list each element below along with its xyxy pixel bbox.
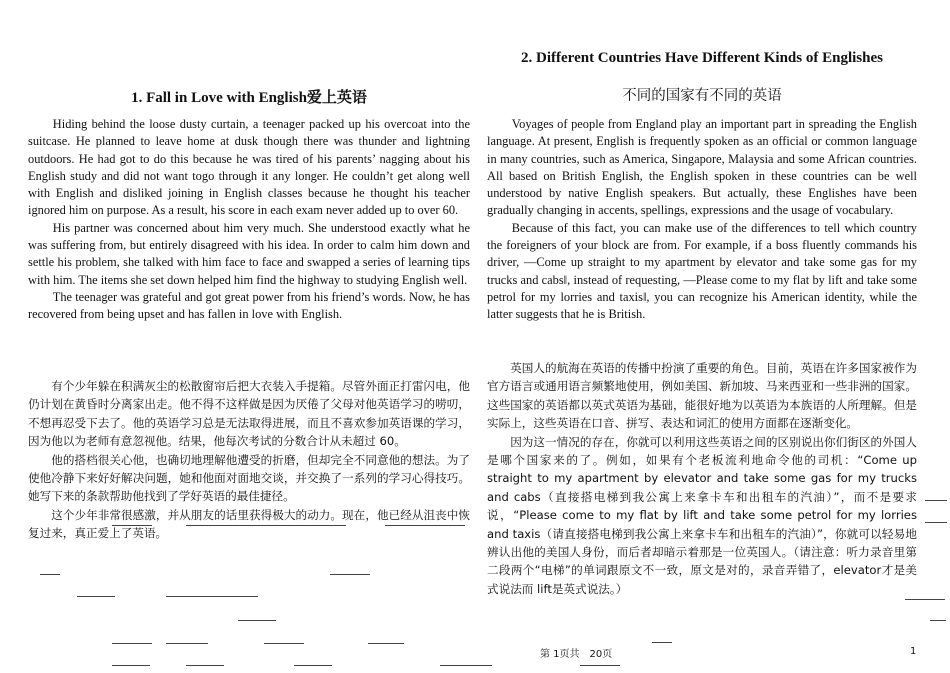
divider-line — [112, 643, 152, 644]
divider-line — [186, 665, 224, 666]
divider-line — [905, 599, 945, 600]
right-english-text — [487, 116, 917, 324]
divider-line — [112, 665, 150, 666]
divider-line — [385, 525, 465, 526]
left-zh-paragraph-3: 这个少年非常很感激，并从朋友的话里获得极大的动力。现在，他已经从沮丧中恢复过来，真正爱上了英语。 — [28, 507, 470, 541]
right-article-title: 2. Different Countries Have Different Kinds of Englishes — [521, 50, 883, 66]
right-zh-paragraph-2: 因为这一情况的存在，你就可以利用这些英语之间的区别说出你们街区的外国人是哪个国家来的了。例如，如果有个老板流利地命令他的司机：“Come up straight to my apartment by elevator and take some gas for my trucks and cabs（直接搭电梯到我公寓上来拿卡车和出租车的汽油）”，而不是要求说，“Please come to my flat by lift and take some petrol for my lorries and taxis（请直接搭电梯到我公寓上来拿卡车和出租车的汽油）”，你就可以轻易地辨认出他的美国人身份，而后者却暗示着那是一位英国人。（请注意：听力录音里第二段两个“电梯”的单词跟原文不一致，原文是对的，录音弄错了，elevator才是美式说法而 lift是英式说法。） — [487, 434, 917, 596]
divider-line — [166, 596, 258, 597]
divider-line — [77, 596, 115, 597]
left-en-paragraph-3: The teenager was grateful and got great power from his friend’s words. Now, he has recovered from being upset and has fallen in love with English. — [28, 289, 470, 322]
left-english-text — [28, 116, 470, 324]
left-en-paragraph-2: His partner was concerned about him very much. She understood exactly what he was suffering from, but entirely disagreed with his idea. In order to calm him down and settle his problem, she talked with him face to face and swapped a series of learning tips with him. The items she set down helped him find the highway to studying English well. — [28, 220, 470, 287]
right-zh-paragraph-1: 英国人的航海在英语的传播中扮演了重要的角色。目前，英语在许多国家被作为官方语言或通用语言频繁地使用，例如美国、新加坡、马来西亚和一些非洲的国家。这些国家的英语都以英式英语为基础，能很好地为以英语为本族语的人所理解。但是实际上，这些英语在口音、拼写、表达和词汇的使用方面都在逐渐变化。 — [487, 361, 917, 431]
divider-line — [930, 620, 946, 621]
divider-line — [580, 665, 620, 666]
left-en-paragraph-1: Hiding behind the loose dusty curtain, a teenager packed up his overcoat into the suitcase. He planned to leave home at dusk though there was thunder and lightning outdoors. He had got to do this because he was tired of his parents’ nagging about his English study and did not want togo through it any longer. He couldn’t get along well with English and disliked joining in English classes because he thought his teacher ignored him on purpose. As a result, his score in each exam never added up to over 60. — [28, 117, 470, 218]
page-number: 1 — [910, 646, 917, 657]
left-chinese-text — [28, 377, 470, 543]
right-article-subtitle: 不同的国家有不同的英语 — [622, 88, 782, 104]
divider-line — [330, 574, 370, 575]
divider-line — [925, 522, 947, 523]
left-zh-paragraph-2: 他的搭档很关心他，也确切地理解他遭受的折磨，但却完全不同意他的想法。为了使他冷静下来好好解决问题，她和他面对面地交谈，并交换了一系列的学习心得技巧。她写下来的条款帮助他找到了学好英语的最佳捷径。 — [28, 452, 470, 504]
divider-line — [186, 525, 346, 526]
divider-line — [40, 574, 60, 575]
divider-line — [294, 665, 332, 666]
divider-line — [652, 642, 672, 643]
divider-line — [925, 500, 947, 501]
divider-line — [264, 643, 304, 644]
right-chinese-text — [487, 359, 917, 598]
right-en-paragraph-1: Voyages of people from England play an important part in spreading the English language. At present, English is frequently spoken as an official or common language in many countries, such as America, Singapore, Malaysia and some African countries. All based on British English, the English spoken in these countries can be well understood by native English speakers. But actually, these Englishes have been gradually changing in accents, spellings, expressions and the usage of vocabulary. — [487, 117, 917, 218]
page-footer-label: 第 1页共 20页 — [540, 649, 613, 660]
divider-line — [368, 643, 404, 644]
divider-line — [440, 665, 492, 666]
divider-line — [112, 525, 152, 526]
left-zh-paragraph-1: 有个少年躲在积满灰尘的松散窗帘后把大衣装入手提箱。尽管外面正打雷闪电，他仍计划在黄昏时分离家出走。他不得不这样做是因为厌倦了父母对他英语学习的唠叨，不想再忍受下去了。他的英语学习总是无法取得进展，而且不喜欢参加英语课的学习，因为他以为老师有意忽视他。结果，他每次考试的分数合计从未超过 60。 — [28, 379, 470, 449]
divider-line — [166, 643, 208, 644]
divider-line — [238, 620, 276, 621]
left-article-title: 1. Fall in Love with English爱上英语 — [131, 90, 367, 106]
right-en-paragraph-2: Because of this fact, you can make use of the differences to tell which country the foreigners of your block are from. For example, if a boss fluently commands his driver, ―Come up straight to my apartment by elevator and take some gas for my trucks and cabs‖, instead of requesting, ―Please come to my flat by lift and take some petrol for my lorries and taxis‖, you can recognize his American identity, while the latter suggests that he is British. — [487, 220, 917, 322]
